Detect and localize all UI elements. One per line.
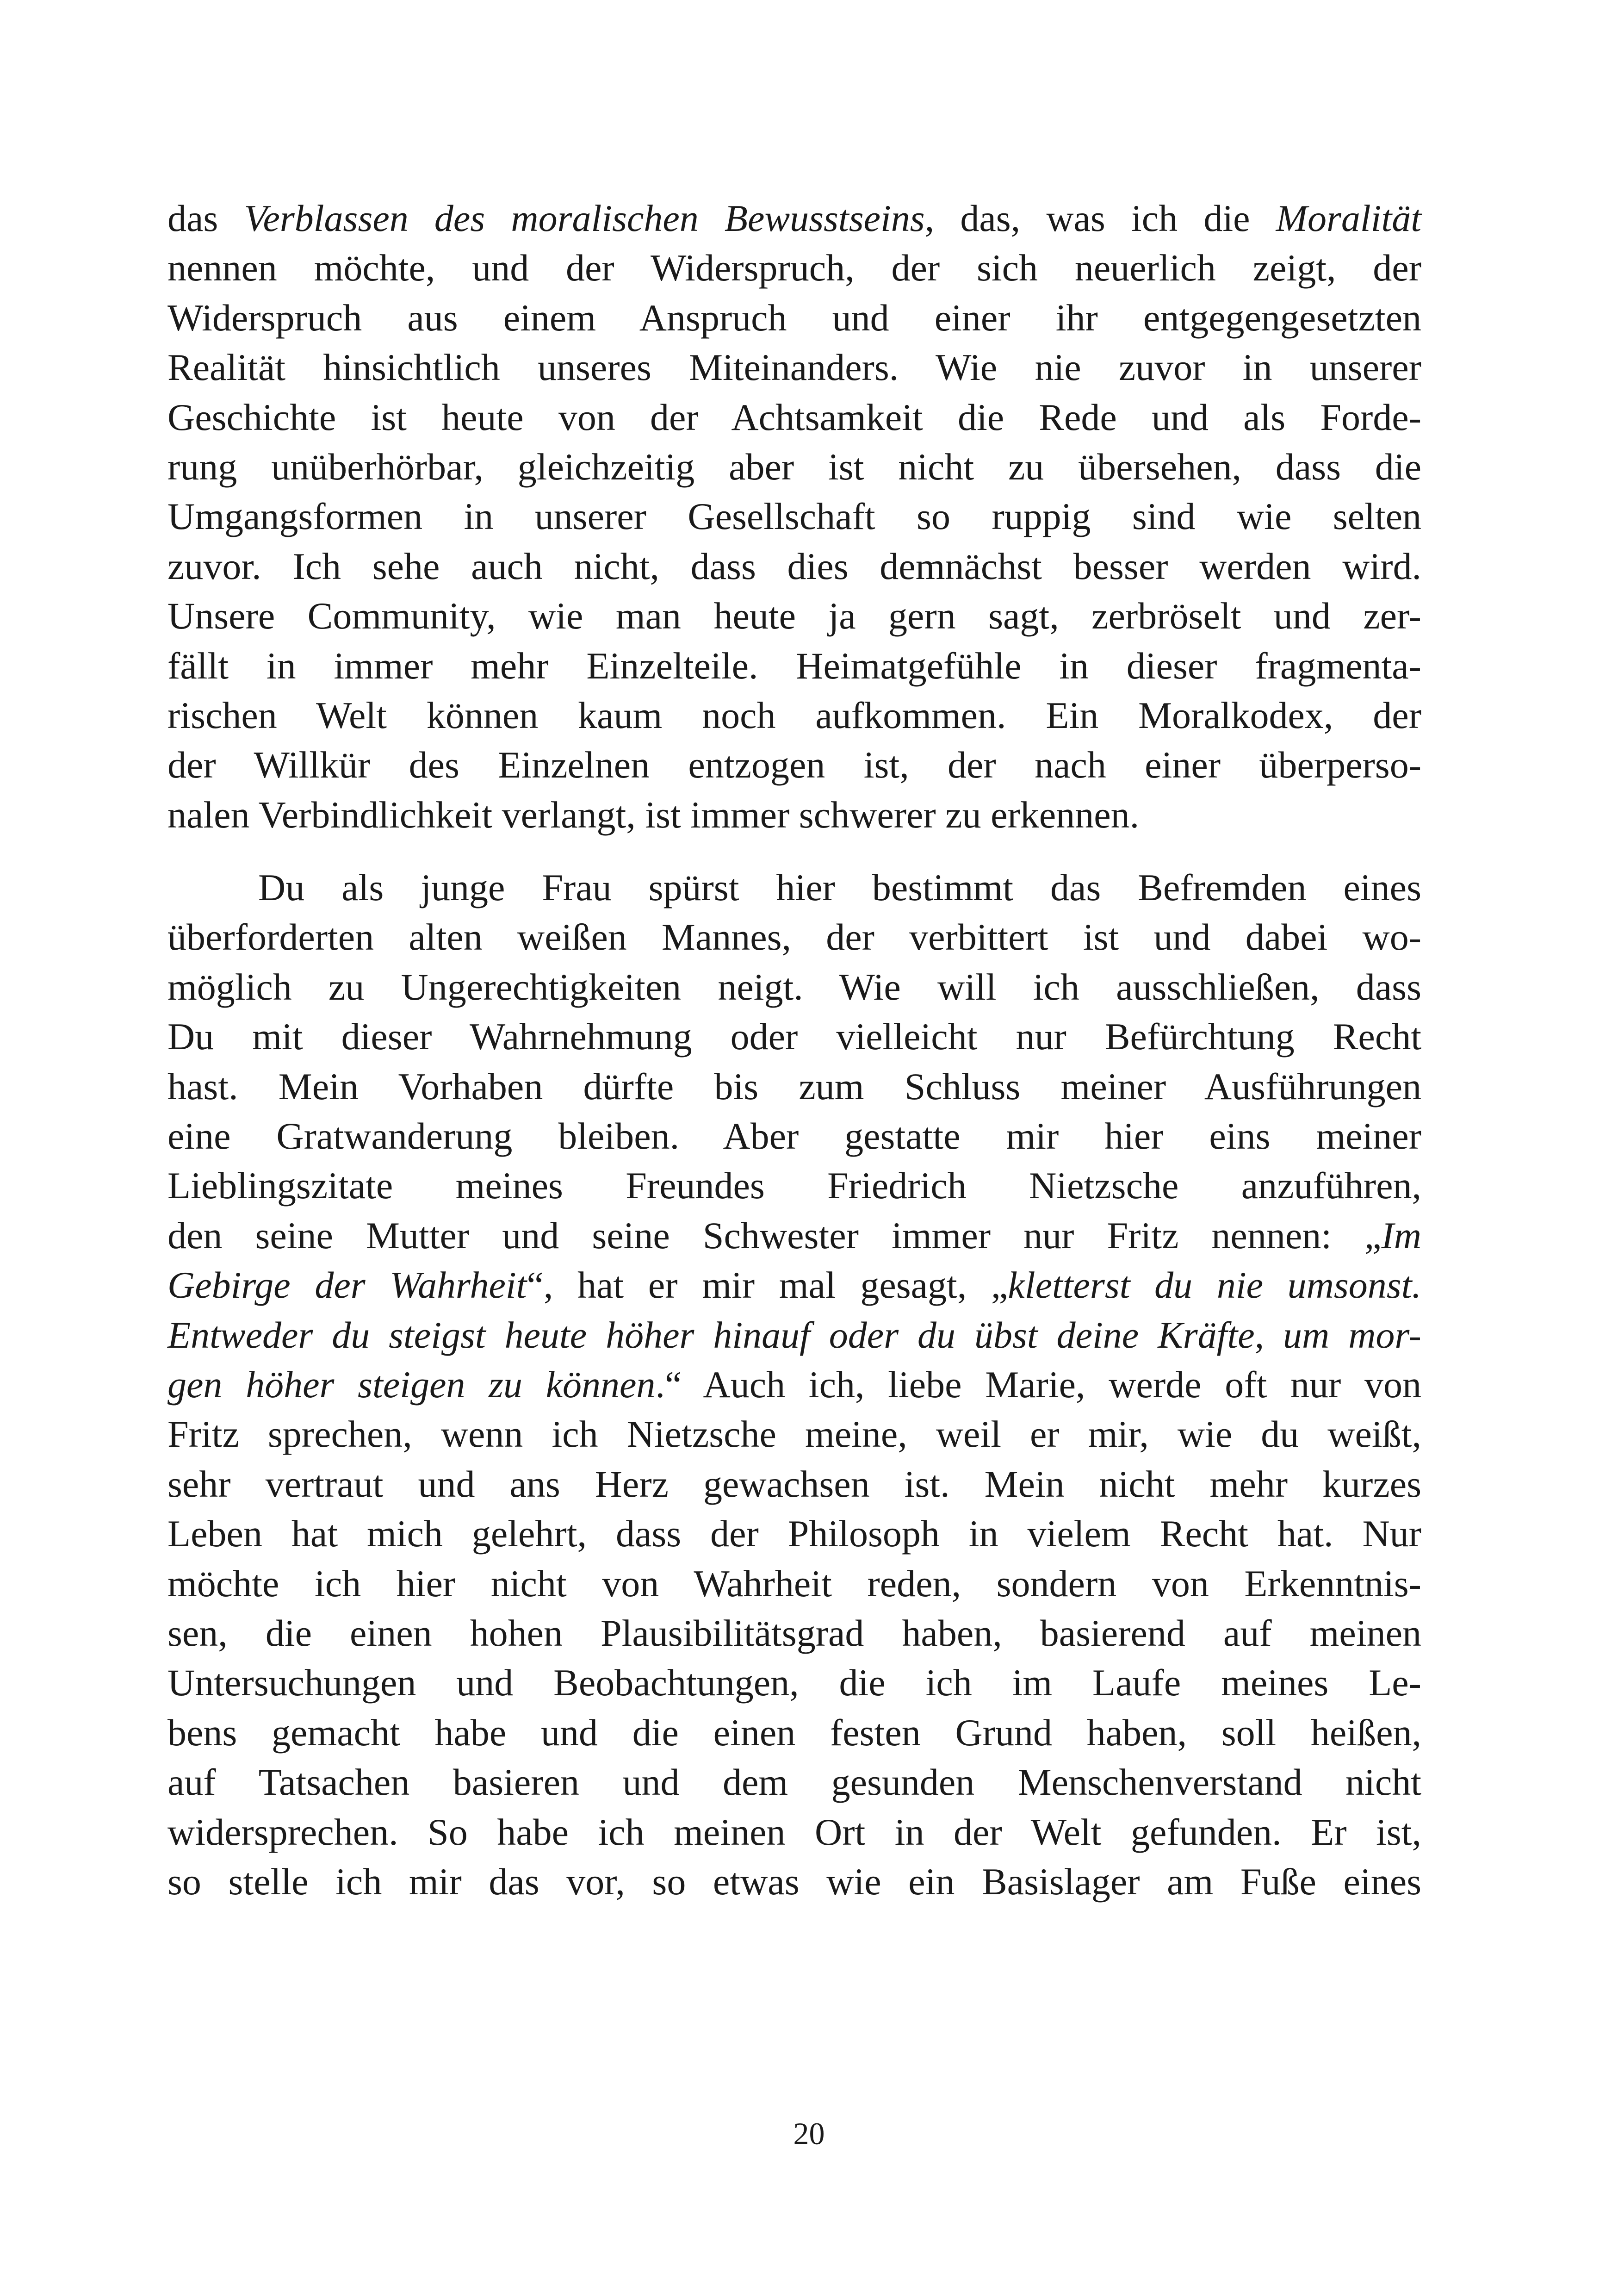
- text-line: Geschichte ist heute von der Achtsamkeit die Rede und als Forde-: [167, 396, 1421, 438]
- body-text: [167, 193, 1421, 1906]
- text-line: Leben hat mich gelehrt, dass der Philosoph in vielem Recht hat. Nur: [167, 1512, 1421, 1555]
- paragraph-2: [167, 863, 1421, 1906]
- text-line: Entweder du steigst heute höher hinauf oder du übst deine Kräfte, um mor-: [167, 1313, 1421, 1356]
- text-line: möglich zu Ungerechtigkeiten neigt. Wie will ich ausschließen, dass: [167, 965, 1421, 1008]
- text-line: gen höher steigen zu können.“ Auch ich, liebe Marie, werde oft nur von: [167, 1363, 1421, 1406]
- text-line: sen, die einen hohen Plausibilitätsgrad haben, basierend auf meinen: [167, 1612, 1421, 1654]
- text-line: widersprechen. So habe ich meinen Ort in der Welt gefunden. Er ist,: [167, 1811, 1421, 1853]
- text-line: rischen Welt können kaum noch aufkommen. Ein Moralkodex, der: [167, 694, 1421, 736]
- text-line: Lieblingszitate meines Freundes Friedrich Nietzsche anzuführen,: [167, 1164, 1421, 1207]
- text-line: rung unüberhörbar, gleichzeitig aber ist nicht zu übersehen, dass die: [167, 445, 1421, 488]
- text-line: nalen Verbindlichkeit verlangt, ist immer schwerer zu erkennen.: [167, 793, 1140, 836]
- text-line: Untersuchungen und Beobachtungen, die ich im Laufe meines Le-: [167, 1661, 1421, 1704]
- text-line: überforderten alten weißen Mannes, der verbittert ist und dabei wo-: [167, 916, 1421, 958]
- text-line: Du als junge Frau spürst hier bestimmt das Befremden eines: [258, 866, 1421, 909]
- text-line: sehr vertraut und ans Herz gewachsen ist. Mein nicht mehr kurzes: [167, 1462, 1421, 1505]
- text-line: das Verblassen des moralischen Bewusstseins, das, was ich die Moralität: [167, 197, 1422, 239]
- text-line: bens gemacht habe und die einen festen Grund haben, soll heißen,: [167, 1711, 1421, 1754]
- text-line: Unsere Community, wie man heute ja gern sagt, zerbröselt und zer-: [167, 595, 1421, 637]
- text-line: der Willkür des Einzelnen entzogen ist, der nach einer überperso-: [167, 744, 1421, 786]
- text-line: fällt in immer mehr Einzelteile. Heimatgefühle in dieser fragmenta-: [167, 644, 1421, 687]
- text-line: Gebirge der Wahrheit“, hat er mir mal gesagt, „kletterst du nie umsonst.: [167, 1264, 1421, 1307]
- text-line: Fritz sprechen, wenn ich Nietzsche meine, weil er mir, wie du weißt,: [167, 1413, 1421, 1456]
- text-line: Realität hinsichtlich unseres Miteinanders. Wie nie zuvor in unserer: [167, 346, 1421, 389]
- text-line: den seine Mutter und seine Schwester immer nur Fritz nennen: „Im: [167, 1214, 1421, 1257]
- text-line: so stelle ich mir das vor, so etwas wie ein Basislager am Fuße eines: [167, 1860, 1421, 1903]
- text-line: nennen möchte, und der Widerspruch, der sich neuerlich zeigt, der: [167, 247, 1421, 289]
- text-line: möchte ich hier nicht von Wahrheit reden, sondern von Erkenntnis-: [167, 1562, 1421, 1605]
- paragraph-1: [167, 193, 1421, 840]
- text-line: Widerspruch aus einem Anspruch und einer ihr entgegengesetzten: [167, 296, 1421, 339]
- text-line: eine Gratwanderung bleiben. Aber gestatte mir hier eins meiner: [167, 1115, 1421, 1157]
- text-line: auf Tatsachen basieren und dem gesunden Menschenverstand nicht: [167, 1761, 1421, 1804]
- text-line: zuvor. Ich sehe auch nicht, dass dies demnächst besser werden wird.: [167, 545, 1421, 587]
- text-line: hast. Mein Vorhaben dürfte bis zum Schluss meiner Ausführungen: [167, 1065, 1421, 1108]
- text-line: Umgangsformen in unserer Gesellschaft so ruppig sind wie selten: [167, 495, 1421, 538]
- page-number: 20: [793, 2116, 825, 2151]
- text-line: Du mit dieser Wahrnehmung oder vielleicht nur Befürchtung Recht: [167, 1015, 1421, 1058]
